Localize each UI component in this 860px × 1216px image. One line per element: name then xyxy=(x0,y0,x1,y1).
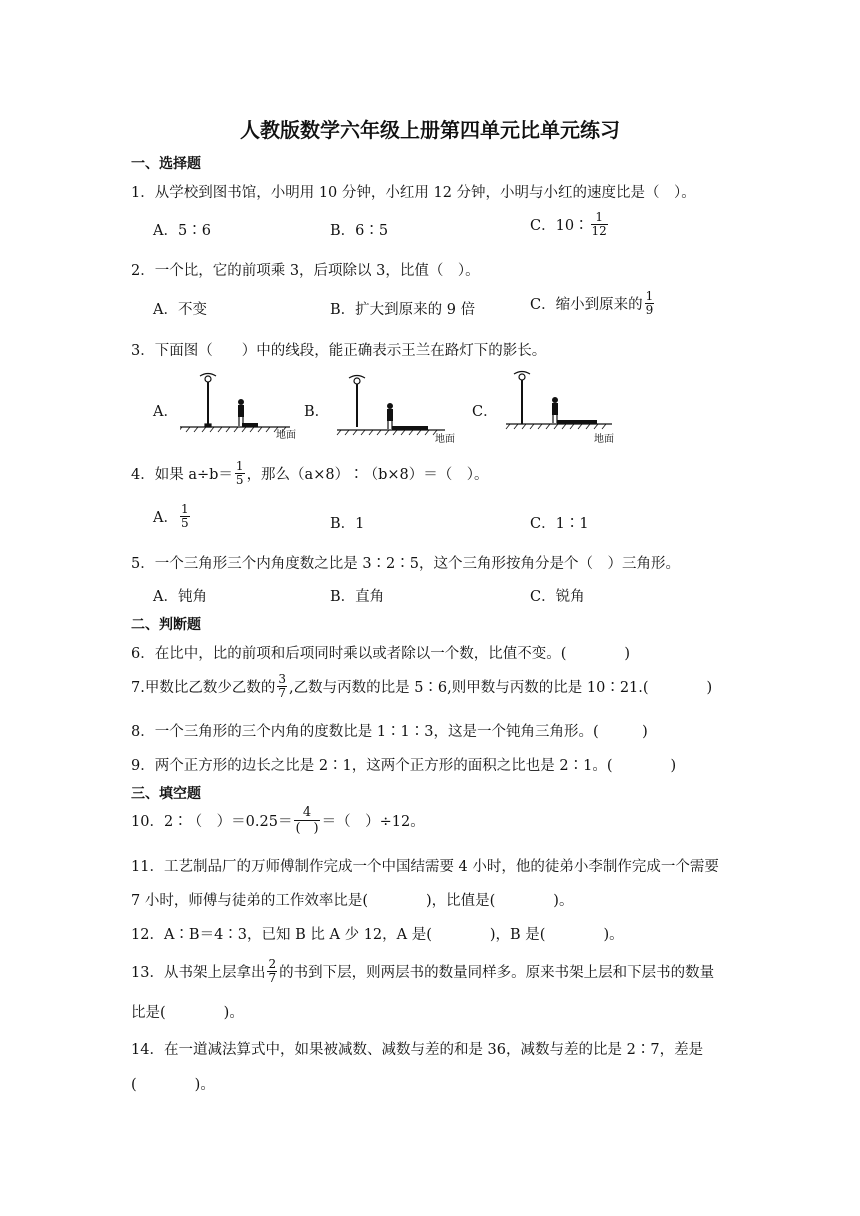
q4-option-a xyxy=(153,503,192,530)
q13-fraction xyxy=(267,958,277,985)
q10-text-start: 10．2∶（ ）＝0.25＝ xyxy=(131,814,293,830)
question-2: 2．一个比，它的前项乘 3，后项除以 3，比值（ ）。 xyxy=(131,263,480,279)
q3-option-a: A． xyxy=(153,404,178,420)
ground-hatching xyxy=(506,424,606,429)
q2-option-c xyxy=(530,290,656,317)
question-7 xyxy=(131,673,712,700)
q1-option-c-fraction xyxy=(591,211,608,238)
question-4 xyxy=(131,460,489,487)
q5-option-a: A．钝角 xyxy=(153,589,207,605)
fraction-denominator: 5 xyxy=(180,516,189,530)
q3-figure-c xyxy=(502,366,632,448)
section-heading-fill-blank: 三、填空题 xyxy=(131,786,201,802)
fraction-numerator: 1 xyxy=(180,502,189,516)
page-title: 人教版数学六年级上册第四单元比单元练习 xyxy=(240,118,620,142)
section-heading-choice: 一、选择题 xyxy=(131,156,201,172)
fraction-denominator: 9 xyxy=(645,303,654,317)
fraction-denominator: 7 xyxy=(268,971,277,985)
fraction-numerator: 1 xyxy=(645,289,654,303)
question-11-line-2: 7 小时，师傅与徒弟的工作效率比是( )，比值是( )。 xyxy=(131,893,574,909)
q1-option-a: A．5∶6 xyxy=(153,223,211,239)
question-8: 8．一个三角形的三个内角的度数比是 1∶1∶3，这是一个钝角三角形。( ) xyxy=(131,724,648,740)
q4-option-c: C．1∶1 xyxy=(530,516,589,532)
q10-fraction xyxy=(294,805,319,836)
fraction-denominator: 5 xyxy=(235,473,244,487)
question-6: 6．在比中，比的前项和后项同时乘以或者除以一个数，比值不变。( ) xyxy=(131,646,631,662)
q3-figure-a xyxy=(180,370,310,446)
fraction-denominator: 12 xyxy=(591,224,607,238)
ground-hatching xyxy=(337,430,437,435)
question-1: 1．从学校到图书馆，小明用 10 分钟，小红用 12 分钟，小明与小红的速度比是（ ）。 xyxy=(131,185,696,201)
question-14-line-1: 14．在一道减法算式中，如果被减数、减数与差的和是 36，减数与差的比是 2∶7，差是 xyxy=(131,1042,704,1058)
q5-option-b: B．直角 xyxy=(330,589,385,605)
shadow-segment xyxy=(242,423,258,427)
lamp-bulb xyxy=(354,378,360,384)
q1-option-c-label: C．10∶ xyxy=(530,218,589,234)
q1-option-c xyxy=(530,211,610,238)
fraction-numerator: 2 xyxy=(268,957,277,971)
q7-text-end: ,乙数与丙数的比是 5∶6,则甲数与丙数的比是 10∶21.( ) xyxy=(288,680,713,696)
q3-figure-b xyxy=(335,370,465,446)
q13-text-start: 13．从书架上层拿出 xyxy=(131,965,266,981)
q2-option-c-label: C．缩小到原来的 xyxy=(530,297,643,313)
shadow-segment xyxy=(392,426,428,430)
lamp-bulb xyxy=(205,376,211,382)
q10-text-end: ＝（ ）÷12。 xyxy=(321,814,425,830)
girl-figure xyxy=(552,397,558,423)
q4-text-start: 4．如果 a÷b＝ xyxy=(131,467,233,483)
question-3: 3．下面图（ ）中的线段，能正确表示王兰在路灯下的影长。 xyxy=(131,343,547,359)
question-13-line-2: 比是( )。 xyxy=(131,1005,244,1021)
q5-option-c: C．锐角 xyxy=(530,589,585,605)
q13-text-end: 的书到下层，则两层书的数量同样多。原来书架上层和下层书的数量 xyxy=(279,965,715,981)
question-13-line-1 xyxy=(131,958,714,985)
fraction-numerator: 4 xyxy=(302,805,312,820)
ground-label: 地面 xyxy=(594,434,614,445)
girl-figure xyxy=(238,399,244,426)
q4-text-end: ，那么（a×8）∶（b×8）＝（ ）。 xyxy=(246,467,489,483)
section-heading-judgement: 二、判断题 xyxy=(131,617,201,633)
lamp-bulb xyxy=(519,374,525,380)
ground-label: 地面 xyxy=(276,430,296,441)
q2-option-a: A．不变 xyxy=(153,302,207,318)
fraction-numerator: 1 xyxy=(235,459,244,473)
q2-option-c-fraction xyxy=(645,290,655,317)
question-10 xyxy=(131,805,425,836)
q7-text-start: 7.甲数比乙数少乙数的 xyxy=(131,680,276,696)
fraction-numerator: 1 xyxy=(595,210,603,224)
q4-option-a-fraction xyxy=(180,503,190,530)
q3-option-c: C． xyxy=(472,404,498,420)
q2-option-b: B．扩大到原来的 9 倍 xyxy=(330,302,476,318)
question-14-line-2: ( )。 xyxy=(131,1077,215,1093)
q7-fraction xyxy=(277,673,287,700)
q4-option-a-label: A． xyxy=(153,510,178,526)
q3-option-b: B． xyxy=(304,404,330,420)
fraction-denominator: 7 xyxy=(278,686,286,700)
fraction-numerator: 3 xyxy=(278,672,286,686)
question-5: 5．一个三角形三个内角度数之比是 3∶2∶5，这个三角形按角分是个（ ）三角形。 xyxy=(131,556,681,572)
question-11-line-1: 11．工艺制品厂的万师傅制作完成一个中国结需要 4 小时，他的徒弟小李制作完成一个需要 xyxy=(131,859,719,875)
question-12: 12．A∶B＝4∶3，已知 B 比 A 少 12，A 是( )，B 是( )。 xyxy=(131,927,624,943)
shadow-segment xyxy=(557,420,597,424)
ground-hatching xyxy=(180,427,286,432)
fraction-denominator: ( ) xyxy=(295,821,319,836)
q1-option-b: B．6∶5 xyxy=(330,223,389,239)
ground-label: 地面 xyxy=(435,434,455,445)
q4-fraction xyxy=(235,460,245,487)
girl-figure xyxy=(387,403,393,429)
question-9: 9．两个正方形的边长之比是 2∶1，这两个正方形的面积之比也是 2∶1。( ) xyxy=(131,758,677,774)
q4-option-b: B．1 xyxy=(330,516,365,532)
